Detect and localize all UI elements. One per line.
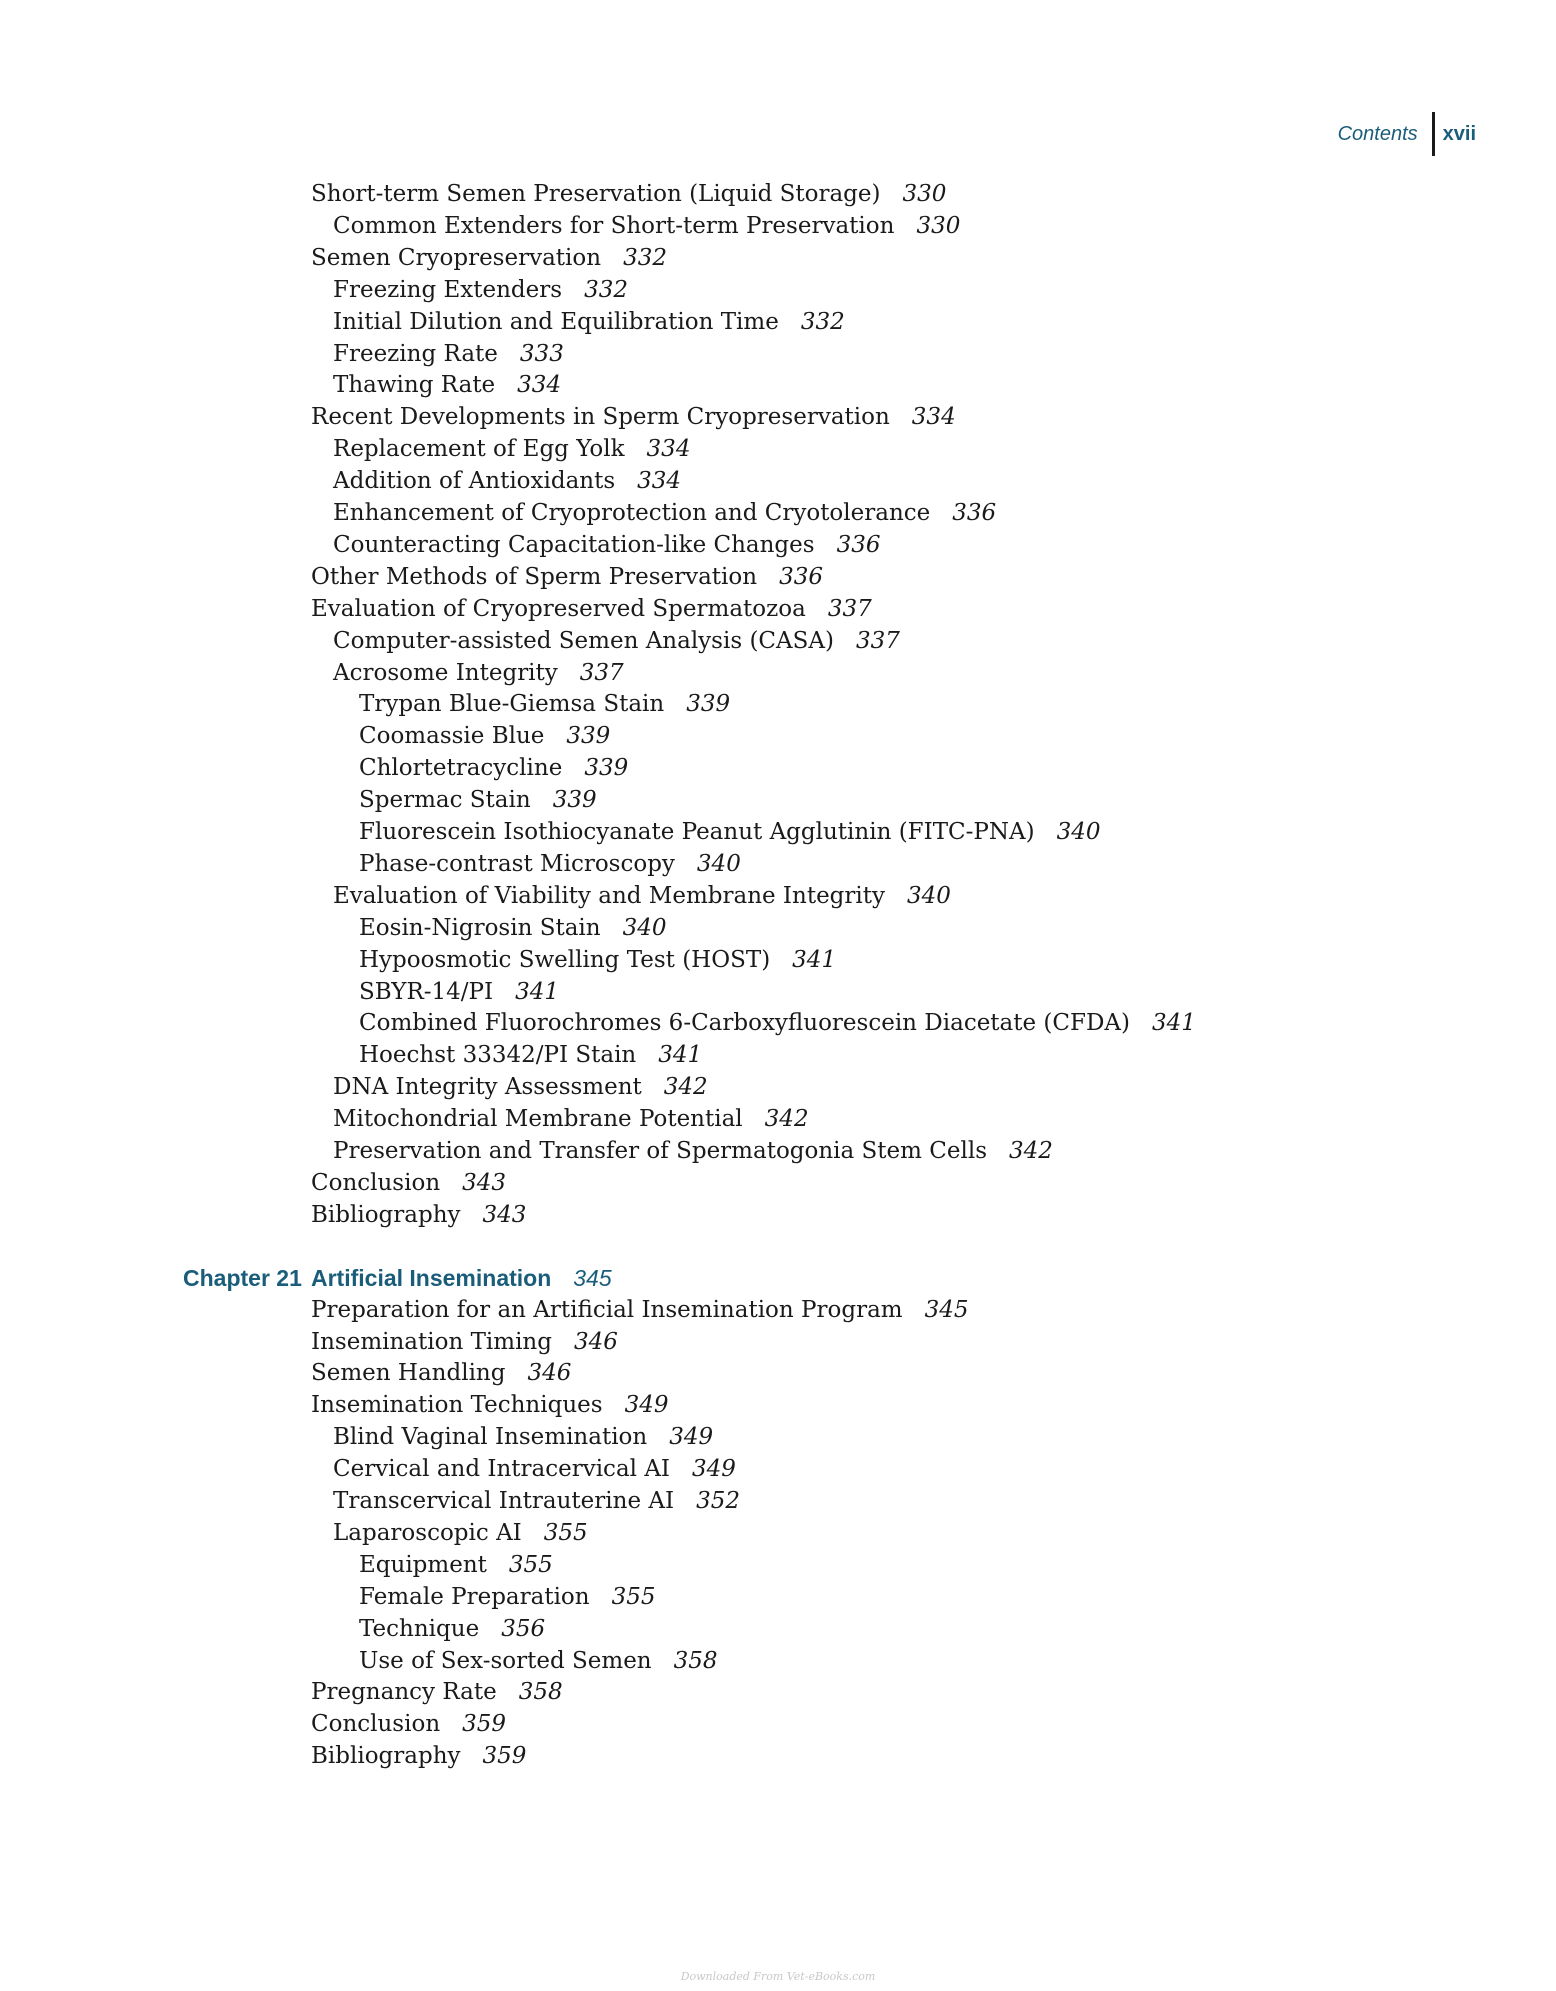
- toc-entry-title: Initial Dilution and Equilibration Time: [333, 308, 779, 335]
- running-header: [1338, 112, 1476, 156]
- toc-entry[interactable]: [333, 434, 690, 464]
- toc-entry-title: Evaluation of Viability and Membrane Integrity: [333, 882, 885, 909]
- toc-entry-page: 339: [584, 755, 629, 782]
- toc-entry-title: Enhancement of Cryoprotection and Cryotolerance: [333, 500, 931, 526]
- toc-entry-page: 358: [518, 1679, 563, 1706]
- toc-entry-title: Chlortetracycline: [359, 755, 563, 782]
- chapter-number: Chapter 21: [183, 1264, 302, 1291]
- toc-entry-page: 345: [924, 1296, 969, 1323]
- toc-entry-page: 337: [855, 627, 900, 654]
- toc-entry[interactable]: [311, 1358, 571, 1388]
- toc-entry-title: Coomassie Blue: [359, 723, 545, 750]
- toc-entry-page: 343: [462, 1169, 507, 1196]
- toc-entry-page: 359: [462, 1711, 507, 1738]
- toc-entry-page: 333: [519, 340, 564, 367]
- toc-entry[interactable]: [359, 753, 628, 783]
- chapter-title: [311, 1263, 612, 1293]
- toc-entry[interactable]: [359, 1582, 656, 1612]
- toc-entry-page: 342: [1009, 1138, 1053, 1164]
- toc-entry[interactable]: [359, 721, 610, 751]
- toc-entry-page: 332: [623, 244, 667, 271]
- toc-entry[interactable]: [359, 1646, 718, 1676]
- toc-entry-title: Phase-contrast Microscopy: [359, 850, 675, 877]
- toc-entry-page: 332: [800, 308, 845, 335]
- toc-entry-page: 340: [696, 850, 741, 877]
- toc-entry[interactable]: [311, 1709, 506, 1739]
- toc-entry-title: Semen Cryopreservation: [311, 244, 602, 271]
- toc-entry[interactable]: [333, 658, 624, 688]
- toc-entry[interactable]: [333, 626, 900, 656]
- toc-entry[interactable]: [359, 689, 730, 719]
- toc-entry[interactable]: [333, 211, 960, 241]
- toc-entry[interactable]: [311, 1327, 618, 1357]
- toc-entry-page: 349: [669, 1424, 714, 1451]
- toc-entry-page: 334: [637, 468, 682, 495]
- toc-entry-page: 339: [566, 723, 611, 750]
- toc-entry-page: 336: [779, 563, 823, 590]
- toc-entry-title: Semen Handling: [311, 1360, 506, 1387]
- toc-entry-title: Female Preparation: [359, 1583, 590, 1610]
- toc-entry-title: Spermac Stain: [359, 787, 531, 814]
- toc-entry[interactable]: [359, 977, 559, 1007]
- toc-entry-page: 349: [692, 1456, 736, 1483]
- toc-entry-title: Freezing Rate: [333, 340, 498, 367]
- toc-entry[interactable]: [359, 785, 597, 815]
- toc-entry-title: Preservation and Transfer of Spermatogonia Stem Cells: [333, 1138, 988, 1164]
- toc-entry[interactable]: [333, 498, 996, 528]
- chapter-page: 345: [573, 1264, 612, 1291]
- toc-entry-title: Other Methods of Sperm Preservation: [311, 563, 758, 590]
- toc-entry[interactable]: [311, 1741, 526, 1771]
- toc-entry-title: Thawing Rate: [333, 372, 496, 399]
- toc-entry-title: Hoechst 33342/PI Stain: [359, 1042, 637, 1069]
- toc-entry-page: 346: [573, 1328, 618, 1355]
- toc-entry-title: Laparoscopic AI: [333, 1519, 522, 1546]
- toc-entry-title: Insemination Timing: [311, 1328, 552, 1355]
- chapter-title-text: Artificial Insemination: [311, 1264, 552, 1291]
- toc-entry-page: 341: [658, 1042, 703, 1069]
- running-header-label: Contents: [1337, 122, 1418, 145]
- toc-entry-title: Common Extenders for Short-term Preservation: [333, 212, 895, 239]
- toc-entry[interactable]: [333, 339, 564, 369]
- toc-entry-title: Blind Vaginal Insemination: [333, 1424, 648, 1451]
- toc-entry-page: 330: [916, 212, 961, 239]
- toc-entry-title: Combined Fluorochromes 6-Carboxyfluorescein Diacetate (CFDA): [359, 1010, 1130, 1037]
- toc-entry-title: Fluorescein Isothiocyanate Peanut Agglutinin (FITC-PNA): [359, 819, 1035, 845]
- chapter-heading[interactable]: [0, 1263, 1556, 1293]
- toc-entry-title: DNA Integrity Assessment: [333, 1074, 642, 1101]
- page-number: xvii: [1442, 122, 1476, 145]
- toc-entry-page: 355: [611, 1583, 656, 1610]
- toc-entry-page: 341: [1151, 1010, 1196, 1037]
- toc-entry-title: Cervical and Intracervical AI: [333, 1456, 671, 1483]
- toc-entry-page: 358: [673, 1647, 718, 1674]
- toc-entry-page: 349: [624, 1392, 669, 1419]
- toc-entry[interactable]: [359, 1008, 1196, 1038]
- toc-entry-title: Conclusion: [311, 1711, 441, 1738]
- toc-entry[interactable]: [333, 881, 951, 911]
- toc-entry-page: 342: [663, 1074, 708, 1101]
- toc-entry-page: 340: [622, 914, 667, 941]
- toc-entry-page: 340: [907, 882, 951, 909]
- toc-entry-page: 355: [508, 1551, 553, 1578]
- toc-entry[interactable]: [333, 370, 561, 400]
- toc-entry[interactable]: [311, 1390, 668, 1420]
- toc-entry-title: Mitochondrial Membrane Potential: [333, 1106, 743, 1133]
- toc-entry-page: 339: [552, 787, 597, 814]
- toc-entry-page: 337: [827, 595, 872, 622]
- toc-entry-title: Recent Developments in Sperm Cryopreservation: [311, 404, 890, 431]
- toc-entry[interactable]: [311, 1677, 563, 1707]
- toc-entry-title: Counteracting Capacitation-like Changes: [333, 531, 815, 558]
- toc-entry-title: Eosin-Nigrosin Stain: [359, 914, 601, 941]
- toc-entry-title: Bibliography: [311, 1201, 461, 1228]
- toc-entry-page: 334: [517, 372, 562, 399]
- toc-entry-title: Insemination Techniques: [311, 1392, 603, 1419]
- toc-entry-page: 341: [792, 946, 837, 973]
- toc-entry-title: Evaluation of Cryopreserved Spermatozoa: [311, 595, 806, 622]
- toc-entry-title: Freezing Extenders: [333, 276, 563, 303]
- toc-entry-page: 336: [952, 500, 997, 526]
- toc-entry-page: 330: [902, 181, 947, 207]
- toc-entry-page: 334: [646, 436, 691, 463]
- toc-entry-page: 340: [1056, 819, 1101, 845]
- toc-entry[interactable]: [333, 1072, 708, 1102]
- toc-entry[interactable]: [311, 1168, 506, 1198]
- toc-entry[interactable]: [333, 1422, 713, 1452]
- toc-entry-title: Transcervical Intrauterine AI: [333, 1488, 675, 1514]
- toc-entry-title: Addition of Antioxidants: [333, 468, 616, 495]
- toc-entry[interactable]: [359, 1550, 553, 1580]
- toc-entry[interactable]: [359, 817, 1101, 847]
- toc-entry-title: Trypan Blue-Giemsa Stain: [359, 691, 665, 718]
- toc-entry-page: 332: [584, 276, 628, 303]
- toc-entry-page: 341: [515, 978, 560, 1005]
- toc-entry-page: 355: [543, 1519, 588, 1546]
- toc-entry-page: 343: [482, 1201, 527, 1228]
- toc-entry-title: Technique: [359, 1615, 480, 1642]
- toc-entry[interactable]: [311, 179, 946, 209]
- toc-entry-page: 346: [527, 1360, 572, 1387]
- toc-entry[interactable]: [359, 1040, 702, 1070]
- toc-entry[interactable]: [333, 530, 880, 560]
- toc-entry-page: 337: [579, 659, 624, 686]
- toc-entry[interactable]: [311, 1200, 526, 1230]
- toc-entry-title: Bibliography: [311, 1743, 461, 1770]
- toc-entry[interactable]: [333, 1486, 740, 1516]
- toc-entry-page: 342: [764, 1106, 809, 1133]
- toc-entry[interactable]: [333, 307, 845, 337]
- toc-entry-title: Conclusion: [311, 1169, 441, 1196]
- toc-entry-page: 352: [696, 1488, 740, 1514]
- toc-entry[interactable]: [359, 913, 667, 943]
- toc-entry-title: SBYR-14/PI: [359, 978, 494, 1005]
- toc-entry-title: Pregnancy Rate: [311, 1679, 497, 1706]
- toc-entry[interactable]: [333, 1104, 809, 1134]
- toc-entry[interactable]: [333, 1454, 736, 1484]
- toc-entry-page: 359: [482, 1743, 527, 1770]
- toc-entry-page: 339: [686, 691, 731, 718]
- toc-entry[interactable]: [311, 243, 667, 273]
- toc-entry[interactable]: [359, 1614, 545, 1644]
- toc-entry-title: Equipment: [359, 1551, 487, 1578]
- toc-entry[interactable]: [311, 1295, 969, 1325]
- toc-entry[interactable]: [333, 466, 681, 496]
- toc-entry[interactable]: [359, 849, 741, 879]
- toc-entry-title: Computer-assisted Semen Analysis (CASA): [333, 627, 834, 654]
- toc-entry-page: 334: [911, 404, 956, 431]
- toc-entry-title: Short-term Semen Preservation (Liquid Storage): [311, 181, 881, 207]
- toc-entry-page: 336: [836, 531, 881, 558]
- toc-entry[interactable]: [333, 1136, 1053, 1166]
- toc-entry-title: Replacement of Egg Yolk: [333, 436, 625, 463]
- toc-entry[interactable]: [311, 402, 956, 432]
- toc-entry-page: 356: [501, 1615, 546, 1642]
- toc-entry-title: Use of Sex-sorted Semen: [359, 1647, 652, 1674]
- toc-entry[interactable]: [311, 594, 872, 624]
- toc-entry[interactable]: [359, 945, 836, 975]
- toc-entry-title: Hypoosmotic Swelling Test (HOST): [359, 946, 771, 973]
- watermark-footer: Downloaded From Vet-eBooks.com: [680, 1970, 876, 1983]
- toc-entry[interactable]: [311, 562, 823, 592]
- toc-entry-title: Preparation for an Artificial Insemination Program: [311, 1296, 903, 1323]
- toc-entry[interactable]: [333, 275, 628, 305]
- toc-entry-title: Acrosome Integrity: [333, 659, 558, 686]
- toc-entry[interactable]: [333, 1518, 588, 1548]
